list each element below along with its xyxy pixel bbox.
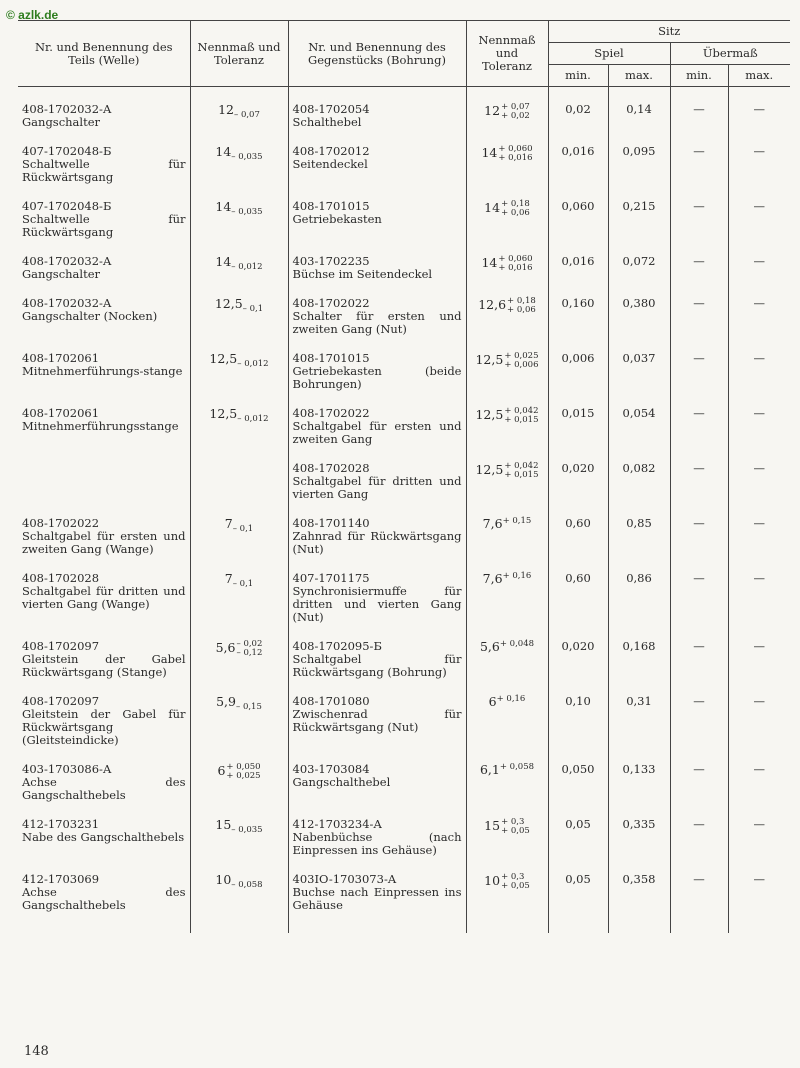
header-part-shaft: Nr. und Benennung des Teils (Welle): [18, 21, 190, 87]
clearance-max: 0,86: [608, 556, 670, 624]
part-cell: [18, 336, 190, 391]
counterpart-cell: [288, 184, 466, 239]
nominal-value: 6: [217, 763, 226, 778]
nominal-value: 7: [224, 571, 233, 586]
part-name: Gangschalter: [22, 115, 101, 129]
nominal-tolerance-cell: [190, 391, 288, 446]
clearance-max: 0,85: [608, 501, 670, 556]
lower-deviation: + 0,016: [498, 153, 533, 163]
table-row: [18, 391, 790, 446]
interference-min: —: [670, 747, 728, 802]
counterpart-name: Getriebekasten (beide Bohrungen): [292, 364, 462, 391]
clearance-min: 0,020: [548, 446, 608, 501]
part-cell: [18, 556, 190, 624]
clearance-min: 0,060: [548, 184, 608, 239]
clearance-max: 0,133: [608, 747, 670, 802]
tolerance-stack: [501, 200, 530, 218]
counterpart-cell: [288, 556, 466, 624]
clearance-min: 0,050: [548, 747, 608, 802]
tolerance-deviation: – 0,012: [237, 359, 269, 369]
nominal-tolerance-cell: [190, 679, 288, 747]
counterpart-name: Getriebekasten: [292, 212, 382, 226]
nominal-tolerance-cell: [190, 556, 288, 624]
table-row: [18, 87, 790, 130]
part-number: 407-1702048-Б: [22, 144, 112, 158]
upper-deviation: + 0,042: [504, 461, 539, 471]
interference-min: —: [670, 129, 728, 184]
counterpart-name: Zwischenrad für Rückwärtsgang (Nut): [292, 707, 462, 734]
nominal-value: 5,6: [479, 639, 500, 654]
tolerance-deviation: – 0,035: [231, 825, 263, 835]
watermark: © azlk.de: [6, 8, 59, 22]
interference-max: —: [728, 802, 790, 857]
nominal-value: 15: [484, 818, 501, 833]
part-name: Schaltgabel für dritten und vierten Gang (Wange): [22, 584, 186, 611]
nominal-value: 12: [484, 103, 501, 118]
tolerance-stack: [501, 103, 530, 121]
upper-deviation: + 0,18: [501, 199, 530, 209]
nominal-value: 15: [215, 817, 232, 832]
nominal-value: 10: [484, 873, 501, 888]
header-clearance: Spiel: [548, 43, 670, 65]
clearance-max: 0,335: [608, 802, 670, 857]
page-number: 148: [24, 1044, 49, 1059]
tolerance-deviation: + 0,048: [499, 639, 535, 649]
counterpart-cell: [288, 391, 466, 446]
tolerance-deviation: – 0,035: [231, 207, 263, 217]
interference-max: —: [728, 747, 790, 802]
part-name: Gleitstein der Gabel Rückwärtsgang (Stange): [22, 652, 186, 679]
nominal-tolerance-cell: [190, 446, 288, 501]
counterpart-tolerance-cell: [466, 336, 548, 391]
nominal-tolerance-cell: [190, 129, 288, 184]
table-row: [18, 446, 790, 501]
counterpart-number: 408-1702022: [292, 296, 370, 310]
tolerance-deviation: + 0,16: [496, 694, 526, 704]
table-row: [18, 129, 790, 184]
counterpart-name: Gangschalthebel: [292, 775, 391, 789]
interference-max: —: [728, 87, 790, 130]
nominal-value: 7,6: [482, 516, 503, 531]
counterpart-cell: [288, 857, 466, 933]
counterpart-name: Synchronisiermuffe für dritten und vierten Gang (Nut): [292, 584, 462, 624]
tolerance-deviation: + 0,058: [499, 762, 535, 772]
tolerance-stack: [504, 352, 538, 370]
lower-deviation: + 0,05: [501, 881, 530, 891]
tolerance-stack: [501, 873, 530, 891]
clearance-min: 0,015: [548, 391, 608, 446]
counterpart-number: 403-1702235: [292, 254, 370, 268]
tolerance-stack: [237, 640, 263, 658]
upper-deviation: + 0,3: [501, 817, 525, 827]
counterpart-tolerance-cell: [466, 184, 548, 239]
lower-deviation: + 0,025: [226, 771, 261, 781]
clearance-min: 0,02: [548, 87, 608, 130]
part-cell: [18, 239, 190, 281]
counterpart-cell: [288, 802, 466, 857]
clearance-min: 0,160: [548, 281, 608, 336]
counterpart-cell: [288, 239, 466, 281]
counterpart-name: Schaltgabel für dritten und vierten Gang: [292, 474, 462, 501]
lower-deviation: + 0,06: [507, 305, 536, 315]
counterpart-cell: [288, 281, 466, 336]
part-name: Achse des Gangschalthebels: [22, 885, 186, 912]
header-interference-min: min.: [670, 65, 728, 87]
part-number: 408-1702028: [22, 571, 100, 585]
tolerance-stack: [504, 407, 538, 425]
counterpart-name: Schaltgabel für Rückwärtsgang (Bohrung): [292, 652, 462, 679]
nominal-value: 6,1: [479, 762, 500, 777]
counterpart-name: Schalter für ersten und zweiten Gang (Nut): [292, 309, 462, 336]
clearance-min: 0,006: [548, 336, 608, 391]
part-name: Achse des Gangschalthebels: [22, 775, 186, 802]
nominal-tolerance-cell: [190, 747, 288, 802]
interference-max: —: [728, 624, 790, 679]
counterpart-number: 407-1701175: [292, 571, 370, 585]
interference-min: —: [670, 679, 728, 747]
interference-min: —: [670, 857, 728, 933]
header-nominal-tolerance: Nennmaß und Toleranz: [190, 21, 288, 87]
part-cell: [18, 446, 190, 501]
clearance-max: 0,037: [608, 336, 670, 391]
counterpart-tolerance-cell: [466, 446, 548, 501]
interference-max: —: [728, 857, 790, 933]
lower-deviation: + 0,06: [501, 208, 530, 218]
interference-max: —: [728, 391, 790, 446]
clearance-min: 0,020: [548, 624, 608, 679]
part-cell: [18, 747, 190, 802]
table-row: [18, 747, 790, 802]
counterpart-number: 408-1701080: [292, 694, 370, 708]
nominal-value: 14: [484, 200, 501, 215]
counterpart-number: 403IO-1703073-A: [292, 872, 397, 886]
lower-deviation: + 0,015: [504, 470, 539, 480]
lower-deviation: + 0,02: [501, 111, 530, 121]
counterpart-name: Büchse im Seitendeckel: [292, 267, 433, 281]
upper-deviation: – 0,02: [236, 639, 263, 649]
counterpart-tolerance-cell: [466, 281, 548, 336]
clearance-max: 0,215: [608, 184, 670, 239]
counterpart-number: 408-1702028: [292, 461, 370, 475]
part-cell: [18, 87, 190, 130]
part-name: Mitnehmerführungsstange: [22, 419, 179, 433]
nominal-value: 12,5: [209, 406, 238, 421]
nominal-value: 7: [224, 516, 233, 531]
counterpart-name: Nabenbüchse (nach Einpressen ins Gehäuse): [292, 830, 462, 857]
clearance-max: 0,380: [608, 281, 670, 336]
upper-deviation: + 0,060: [498, 144, 533, 154]
header-clearance-min: min.: [548, 65, 608, 87]
counterpart-tolerance-cell: [466, 391, 548, 446]
interference-min: —: [670, 87, 728, 130]
nominal-value: 14: [481, 255, 498, 270]
counterpart-cell: [288, 446, 466, 501]
nominal-value: 12,5: [475, 462, 504, 477]
part-number: 408-1702032-A: [22, 102, 112, 116]
nominal-value: 10: [215, 872, 232, 887]
part-number: 408-1702022: [22, 516, 100, 530]
interference-min: —: [670, 239, 728, 281]
part-number: 408-1702061: [22, 406, 100, 420]
counterpart-tolerance-cell: [466, 857, 548, 933]
tolerance-deviation: + 0,16: [502, 571, 532, 581]
tolerance-stack: [498, 255, 532, 273]
part-name: Nabe des Gangschalthebels: [22, 830, 185, 844]
part-cell: [18, 129, 190, 184]
counterpart-cell: [288, 129, 466, 184]
tolerance-deviation: – 0,1: [242, 304, 264, 314]
table-row: [18, 624, 790, 679]
counterpart-tolerance-cell: [466, 747, 548, 802]
counterpart-name: Schalthebel: [292, 115, 362, 129]
nominal-tolerance-cell: [190, 802, 288, 857]
counterpart-name: Buchse nach Einpressen ins Gehäuse: [292, 885, 462, 912]
lower-deviation: + 0,016: [498, 263, 533, 273]
table-row: [18, 281, 790, 336]
upper-deviation: + 0,060: [498, 254, 533, 264]
interference-min: —: [670, 501, 728, 556]
counterpart-number: 403-1703084: [292, 762, 370, 776]
counterpart-tolerance-cell: [466, 239, 548, 281]
part-name: Gangschalter (Nocken): [22, 309, 158, 323]
nominal-tolerance-cell: [190, 281, 288, 336]
header-interference: Übermaß: [670, 43, 790, 65]
interference-min: —: [670, 446, 728, 501]
nominal-tolerance-cell: [190, 501, 288, 556]
interference-min: —: [670, 391, 728, 446]
table-row: [18, 679, 790, 747]
part-cell: [18, 679, 190, 747]
table-row: [18, 802, 790, 857]
part-cell: [18, 281, 190, 336]
part-name: Mitnehmerführungs-stange: [22, 364, 183, 378]
table-row: [18, 501, 790, 556]
part-number: 408-1702097: [22, 639, 100, 653]
part-cell: [18, 184, 190, 239]
interference-max: —: [728, 679, 790, 747]
counterpart-number: 408-1702022: [292, 406, 370, 420]
clearance-max: 0,14: [608, 87, 670, 130]
part-name: Gangschalter: [22, 267, 101, 281]
upper-deviation: + 0,3: [501, 872, 525, 882]
counterpart-name: Schaltgabel für ersten und zweiten Gang: [292, 419, 462, 446]
interference-min: —: [670, 624, 728, 679]
table-row: [18, 184, 790, 239]
header-clearance-max: max.: [608, 65, 670, 87]
lower-deviation: + 0,05: [501, 826, 530, 836]
nominal-value: 12: [218, 102, 234, 117]
tolerance-deviation: – 0,012: [237, 414, 269, 424]
tolerance-deviation: + 0,15: [502, 516, 532, 526]
clearance-max: 0,168: [608, 624, 670, 679]
part-number: 412-1703069: [22, 872, 100, 886]
clearance-max: 0,072: [608, 239, 670, 281]
lower-deviation: + 0,006: [504, 360, 539, 370]
counterpart-cell: [288, 679, 466, 747]
counterpart-tolerance-cell: [466, 802, 548, 857]
upper-deviation: + 0,18: [507, 296, 536, 306]
table-row: [18, 336, 790, 391]
nominal-value: 12,5: [209, 351, 238, 366]
clearance-min: 0,016: [548, 239, 608, 281]
upper-deviation: + 0,042: [504, 406, 539, 416]
counterpart-tolerance-cell: [466, 129, 548, 184]
counterpart-name: Seitendeckel: [292, 157, 368, 171]
part-name: Gleitstein der Gabel für Rückwärtsgang (Gleitsteindicke): [22, 707, 186, 747]
counterpart-cell: [288, 501, 466, 556]
part-number: 408-1702097: [22, 694, 100, 708]
interference-max: —: [728, 129, 790, 184]
nominal-value: 12,6: [478, 297, 507, 312]
part-cell: [18, 391, 190, 446]
clearance-max: 0,054: [608, 391, 670, 446]
clearance-max: 0,082: [608, 446, 670, 501]
upper-deviation: + 0,07: [501, 102, 530, 112]
clearance-min: 0,05: [548, 802, 608, 857]
nominal-value: 12,5: [475, 407, 504, 422]
interference-max: —: [728, 336, 790, 391]
interference-max: —: [728, 281, 790, 336]
clearance-min: 0,10: [548, 679, 608, 747]
header-fit: Sitz: [548, 21, 790, 43]
counterpart-cell: [288, 87, 466, 130]
interference-min: —: [670, 281, 728, 336]
part-number: 408-1702032-A: [22, 296, 112, 310]
nominal-value: 5,9: [216, 694, 236, 709]
tolerance-deviation: – 0,15: [236, 702, 262, 712]
nominal-tolerance-cell: [190, 184, 288, 239]
part-cell: [18, 501, 190, 556]
header-nominal-tolerance-2: Nennmaß und Toleranz: [466, 21, 548, 87]
part-number: 408-1702032-A: [22, 254, 112, 268]
counterpart-number: 408-1701015: [292, 351, 370, 365]
tolerance-deviation: – 0,1: [232, 579, 254, 589]
nominal-value: 7,6: [482, 571, 503, 586]
nominal-tolerance-cell: [190, 239, 288, 281]
part-number: 412-1703231: [22, 817, 100, 831]
lower-deviation: + 0,015: [504, 415, 539, 425]
counterpart-tolerance-cell: [466, 624, 548, 679]
counterpart-number: 408-1701015: [292, 199, 370, 213]
lower-deviation: – 0,12: [236, 648, 263, 658]
tolerance-stack: [498, 145, 532, 163]
counterpart-number: 408-1702054: [292, 102, 370, 116]
counterpart-cell: [288, 624, 466, 679]
nominal-value: 12,5: [214, 296, 243, 311]
counterpart-number: 408-1702095-Б: [292, 639, 382, 653]
tolerance-stack: [501, 818, 530, 836]
tolerance-deviation: – 0,012: [231, 262, 263, 272]
interference-min: —: [670, 556, 728, 624]
part-cell: [18, 624, 190, 679]
fit-specification-table: [18, 20, 790, 933]
part-cell: [18, 802, 190, 857]
interference-max: —: [728, 239, 790, 281]
counterpart-tolerance-cell: [466, 556, 548, 624]
nominal-tolerance-cell: [190, 87, 288, 130]
counterpart-tolerance-cell: [466, 87, 548, 130]
interference-max: —: [728, 184, 790, 239]
tolerance-stack: [504, 462, 538, 480]
nominal-value: 14: [215, 144, 232, 159]
nominal-value: 6: [488, 694, 497, 709]
clearance-max: 0,095: [608, 129, 670, 184]
counterpart-name: Zahnrad für Rückwärtsgang (Nut): [292, 529, 462, 556]
upper-deviation: + 0,025: [504, 351, 539, 361]
upper-deviation: + 0,050: [226, 762, 261, 772]
clearance-max: 0,31: [608, 679, 670, 747]
part-name: Schaltgabel für ersten und zweiten Gang (Wange): [22, 529, 186, 556]
interference-max: —: [728, 501, 790, 556]
tolerance-deviation: – 0,035: [231, 152, 263, 162]
counterpart-cell: [288, 336, 466, 391]
tolerance-deviation: – 0,1: [232, 524, 254, 534]
clearance-min: 0,60: [548, 501, 608, 556]
nominal-value: 12,5: [475, 352, 504, 367]
counterpart-cell: [288, 747, 466, 802]
counterpart-number: 408-1701140: [292, 516, 370, 530]
nominal-value: 14: [481, 145, 498, 160]
table-row: [18, 239, 790, 281]
interference-min: —: [670, 802, 728, 857]
part-number: 403-1703086-A: [22, 762, 112, 776]
interference-min: —: [670, 184, 728, 239]
part-number: 408-1702061: [22, 351, 100, 365]
interference-max: —: [728, 446, 790, 501]
header-counterpart: Nr. und Benennung des Gegenstücks (Bohrung): [288, 21, 466, 87]
table-row: [18, 857, 790, 933]
tolerance-stack: [507, 297, 536, 315]
part-name: Schaltwelle für Rückwärtsgang: [22, 157, 186, 184]
counterpart-tolerance-cell: [466, 679, 548, 747]
interference-max: —: [728, 556, 790, 624]
tolerance-deviation: – 0,058: [231, 880, 263, 890]
clearance-min: 0,05: [548, 857, 608, 933]
header-interference-max: max.: [728, 65, 790, 87]
table-row: [18, 556, 790, 624]
part-name: Schaltwelle für Rückwärtsgang: [22, 212, 186, 239]
nominal-value: 14: [215, 254, 232, 269]
tolerance-deviation: – 0,07: [234, 110, 260, 120]
counterpart-tolerance-cell: [466, 501, 548, 556]
nominal-value: 5,6: [215, 640, 236, 655]
part-number: 407-1702048-Б: [22, 199, 112, 213]
clearance-min: 0,60: [548, 556, 608, 624]
nominal-tolerance-cell: [190, 857, 288, 933]
interference-min: —: [670, 336, 728, 391]
nominal-value: 14: [215, 199, 232, 214]
clearance-max: 0,358: [608, 857, 670, 933]
part-cell: [18, 857, 190, 933]
clearance-min: 0,016: [548, 129, 608, 184]
counterpart-number: 408-1702012: [292, 144, 370, 158]
counterpart-number: 412-1703234-A: [292, 817, 382, 831]
tolerance-stack: [226, 763, 260, 781]
table-body: [18, 87, 790, 934]
nominal-tolerance-cell: [190, 336, 288, 391]
nominal-tolerance-cell: [190, 624, 288, 679]
